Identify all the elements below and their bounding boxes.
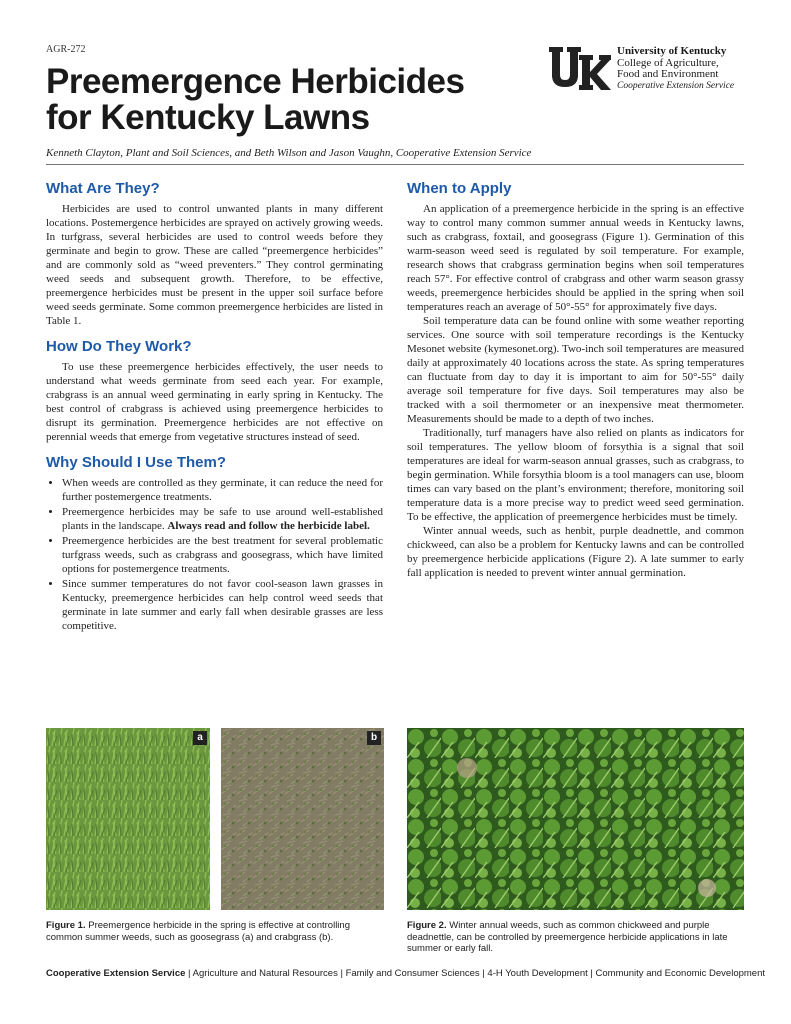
paragraph-when-to-apply-1: An application of a preemergence herbicide in the spring is an effective way to control many common summer annual weeds in Kentucky lawns, such as crabgrass, foxtail, and goosegrass (Figure 1). Germination of this warm-season weed seed is regulated by soil temperature. For example, research shows that crabgrass germination begins when soil temperatures reach 57°. For effective control of crabgrass and other warm season grassy weeds, preemergence herbicides should be applied in the spring when soil temperatures reach an average of 50°-55° for approximately five days.	[407, 203, 744, 313]
header-divider	[46, 164, 744, 165]
title-line-1: Preemergence Herbicides	[46, 62, 465, 101]
footer	[46, 968, 765, 979]
list-item	[62, 505, 383, 533]
photo-crabgrass	[221, 728, 384, 910]
list-item-text: Preemergence herbicides may be safe to use around well-established plants in the landscape.	[62, 506, 383, 532]
institution-college-2: Food and Environment	[617, 68, 719, 80]
title-line-2: for Kentucky Lawns	[46, 98, 370, 137]
figure-1-caption	[46, 920, 383, 943]
paragraph-when-to-apply-2: Soil temperature data can be found online with some weather reporting services. One source with soil temperature recordings is the Kentucky Mesonet website (kymesonet.org). Two-inch soil temperatures are measured daily at approximately 40 locations across the state. As spring temperatures can fluctuate from day to day it is important to aim for 50°-55° daily average soil temperature for five days. Soil temperatures may also be tracked with a soil thermometer or an inexpensive meat thermometer. Measurements should be made to a depth of two inches.	[407, 315, 744, 425]
figure-1-caption-text: Preemergence herbicide in the spring is effective at controlling common summer weeds, such as goosegrass (a) and crabgrass (b).	[46, 920, 350, 943]
figure-label-b: b	[367, 731, 381, 745]
paragraph-when-to-apply-3: Traditionally, turf managers have also relied on plants as indicators for soil temperatures. The yellow bloom of forsythia is a signal that soil temperatures are ideal for warm-season annual grasses, such as crabgrass, to begin germination. While forsythia bloom is a tool managers can use, bloom times can vary based on the plant’s environment; therefore, monitoring soil temperature data is a more precise way to predict weed seed germination. To be effective, the application of preemergence herbicides must be timely.	[407, 427, 744, 523]
paragraph-when-to-apply-4: Winter annual weeds, such as henbit, purple deadnettle, and common chickweed, can also be a problem for Kentucky lawns and can be controlled by preemergence herbicide applications (Figure 2). A late summer to early fall application is needed to prevent winter annual germination.	[407, 525, 744, 579]
institution-block	[617, 46, 734, 92]
institution-name: University of Kentucky	[617, 45, 727, 57]
figure-2-caption	[407, 920, 744, 955]
figure-1-caption-label: Figure 1.	[46, 920, 86, 931]
right-column	[407, 179, 744, 589]
list-item: • Preemergence herbicides are the best treatment for several problematic turfgrass weeds, such as crabgrass and goosegrass, which have limited options for postemergence treatments.	[62, 534, 383, 576]
label-warning: Always read and follow the herbicide label.	[167, 520, 370, 532]
institution-service: Cooperative Extension Service	[617, 80, 735, 91]
heading-what-are-they: What Are They?	[46, 180, 160, 197]
page-title	[46, 64, 466, 136]
heading-how-do-they-work: How Do They Work?	[46, 338, 192, 355]
footer-programs: | Agriculture and Natural Resources | Family and Consumer Sciences | 4-H Youth Development | Community and Economic Development	[185, 968, 766, 979]
reasons-list	[46, 476, 383, 633]
photo-winter-weeds	[407, 728, 744, 910]
figure-2-caption-label: Figure 2.	[407, 920, 447, 931]
uk-logo	[549, 47, 611, 91]
authors-line: Kenneth Clayton, Plant and Soil Sciences, and Beth Wilson and Jason Vaughn, Cooperative Extension Service	[46, 147, 532, 159]
list-item: • When weeds are controlled as they germinate, it can reduce the need for further postemergence treatments.	[62, 476, 383, 504]
document-code: AGR-272	[46, 44, 86, 55]
heading-when-to-apply: When to Apply	[407, 180, 512, 197]
figure-label-a: a	[193, 731, 207, 745]
paragraph-what-are-they: Herbicides are used to control unwanted plants in many different locations. Postemergence herbicides are sprayed on actively growing weeds. In turfgrass, several herbicides are used to control weeds before they germinate and begin to grow. These are called “preemergence herbicides” and are commonly sold as “weed preventers.” They control germinating weed seeds and subsequent growth. Therefore, to be effective, preemergence herbicides must be present in the upper soil surface before weed seeds germinate. Some common preemergence herbicides are listed in Table 1.	[46, 203, 383, 327]
left-column	[46, 179, 383, 642]
paragraph-how-do-they-work: To use these preemergence herbicides effectively, the user needs to understand what weeds germinate from seed each year. For example, crabgrass is an annual weed germinating in early spring in Kentucky. The best control of crabgrass is achieved using preemergence herbicides to disrupt its germination. Preemergence herbicides are not effective on perennial weeds that emerge from vegetative structures instead of seed.	[46, 361, 383, 443]
heading-why-use-them: Why Should I Use Them?	[46, 454, 227, 471]
figure-2-caption-text: Winter annual weeds, such as common chickweed and purple deadnettle, can be controlled by preemergence herbicide applications in late summer or early fall.	[407, 920, 728, 954]
photo-goosegrass	[46, 728, 210, 910]
institution-college: College of Agriculture,	[617, 56, 719, 69]
footer-service: Cooperative Extension Service	[46, 968, 186, 979]
list-item: • Since summer temperatures do not favor cool-season lawn grasses in Kentucky, preemergence herbicides can help control weed seeds that germinate in late summer and early fall when desirable grasses are less competitive.	[62, 577, 383, 633]
